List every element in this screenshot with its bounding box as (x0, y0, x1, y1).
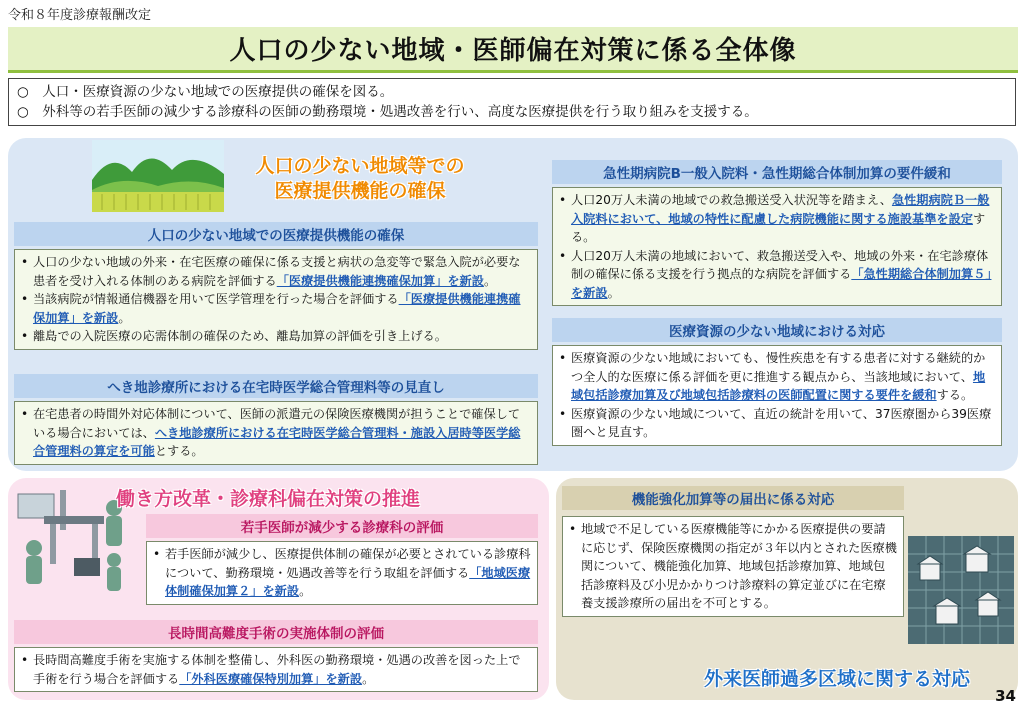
provision-link-2[interactable]: 「医療提供機能連携確保加算」を新設 (33, 292, 521, 325)
outpatient-section-title: 外来医師過多区域に関する対応 (704, 668, 971, 690)
list-item: • 長時間高難度手術を実施する体制を整備し、外科医の勤務環境・処遇の改善を図った上で手術を行う場合を評価する「外科医療確保特別加算」を新設。 (21, 651, 531, 688)
remote-link[interactable]: へき地診療所における在宅時医学総合管理料・施設入居時等医学総合管理料の算定を可能 (33, 425, 521, 458)
scarce-link[interactable]: 地域包括診療加算及び地域包括診療料の医師配置に関する要件を緩和 (571, 369, 986, 402)
scarce-header: 医療資源の少ない地域における対応 (552, 318, 1002, 342)
surgery-link[interactable]: 「外科医療確保特別加算」を新設 (179, 671, 363, 686)
acute-card (552, 160, 1002, 306)
list-item: • 人口20万人未満の地域での救急搬送受入状況等を踏まえ、急性期病院Ｂ一般入院料において、地域の特性に配慮した病院機能に関する施設基準を設定する。 (559, 191, 995, 247)
acute-link-1[interactable]: 急性期病院Ｂ一般入院料において、地域の特性に配慮した病院機能に関する施設基準を設定 (571, 193, 990, 226)
acute-body (552, 187, 1002, 306)
function-card (562, 486, 904, 617)
list-item: • 人口の少ない地域の外来・在宅医療の確保に係る支援と病状の急変等で緊急入院が必要な患者を受け入れる体制のある病院を評価する「医療提供機能連携確保加算」を新設。 (21, 253, 531, 290)
list-item: • 医療資源の少ない地域について、直近の統計を用いて、37医療圏から39医療圏へと見直す。 (559, 405, 995, 442)
scarce-body (552, 345, 1002, 446)
landscape-illustration (92, 140, 224, 212)
list-item: • 若手医師が減少し、医療提供体制の確保が必要とされている診療科について、勤務環境・処遇改善等を行う取組を評価する「地域医療体制確保加算２」を新設。 (153, 545, 531, 601)
population-title-line2: 医療提供機能の確保 (274, 180, 446, 202)
young-body (146, 541, 538, 605)
list-item: • 当該病院が情報通信機器を用いて医学管理を行った場合を評価する「医療提供機能連携確保加算」を新設。 (21, 290, 531, 327)
population-title-line1: 人口の少ない地域等での (255, 155, 465, 177)
young-card (146, 514, 538, 605)
remote-card (14, 374, 538, 465)
list-item: • 地域で不足している医療機能等にかかる医療提供の要請に応じず、保険医療機関の指定が３年以内とされた医療機関について、機能強化加算、地域包括診療加算、地域包括診療料及び小児かかりつけ診療料の算定並びに在宅療養支援診療所の届出を不可とする。 (569, 520, 897, 613)
workstyle-section-title: 働き方改革・診療科偏在対策の推進 (116, 488, 421, 510)
provision-card (14, 222, 538, 350)
title-bar (8, 27, 1018, 73)
surgery-body (14, 647, 538, 692)
population-section-title (230, 154, 490, 204)
list-item: • 在宅患者の時間外対応体制について、医師の派遣元の保険医療機関が担うことで確保している場合においては、へき地診療所における在宅時医学総合管理料・施設入居時等医学総合管理料の算定を可能とする。 (21, 405, 531, 461)
surgery-card (14, 620, 538, 692)
provision-link-1[interactable]: 「医療提供機能連携確保加算」を新設 (276, 273, 484, 288)
young-link[interactable]: 「地域医療体制確保加算２」を新設 (165, 565, 531, 598)
acute-link-2[interactable]: 「急性期総合体制加算５」を新設 (571, 267, 992, 300)
intro-line-2: ○ 外科等の若手医師の減少する診療科の医師の勤務環境・処遇改善を行い、高度な医療提供を行う取り組みを支援する。 (17, 104, 758, 120)
page-title: 人口の少ない地域・医師偏在対策に係る全体像 (229, 36, 797, 66)
function-body (562, 516, 904, 617)
list-item: • 医療資源の少ない地域においても、慢性疾患を有する患者に対する継続的かつ全人的な医療に係る評価を更に推進する観点から、当該地域において、地域包括診療加算及び地域包括診療料の医師配置に関する要件を緩和する。 (559, 349, 995, 405)
remote-body (14, 401, 538, 465)
list-item: • 離島での入院医療の応需体制の確保のため、離島加算の評価を引き上げる。 (21, 327, 531, 346)
provision-header: 人口の少ない地域での医療提供機能の確保 (14, 222, 538, 246)
young-header: 若手医師が減少する診療科の評価 (146, 514, 538, 538)
list-item: • 人口20万人未満の地域において、救急搬送受入や、地域の外来・在宅診療体制の確保に係る支援を行う拠点的な病院を評価する「急性期総合体制加算５」を新設。 (559, 247, 995, 303)
scarce-card (552, 318, 1002, 446)
function-header: 機能強化加算等の届出に係る対応 (562, 486, 904, 510)
intro-line-1: ○ 人口・医療資源の少ない地域での医療提供の確保を図る。 (17, 84, 394, 100)
city-map-illustration (908, 536, 1014, 644)
surgery-header: 長時間高難度手術の実施体制の評価 (14, 620, 538, 644)
provision-body (14, 249, 538, 350)
intro-box (8, 78, 1016, 126)
acute-header: 急性期病院B一般入院料・急性期総合体制加算の要件緩和 (552, 160, 1002, 184)
revision-note: 令和８年度診療報酬改定 (8, 8, 152, 23)
remote-header: へき地診療所における在宅時医学総合管理料等の見直し (14, 374, 538, 398)
page-number: 34 (995, 687, 1016, 705)
